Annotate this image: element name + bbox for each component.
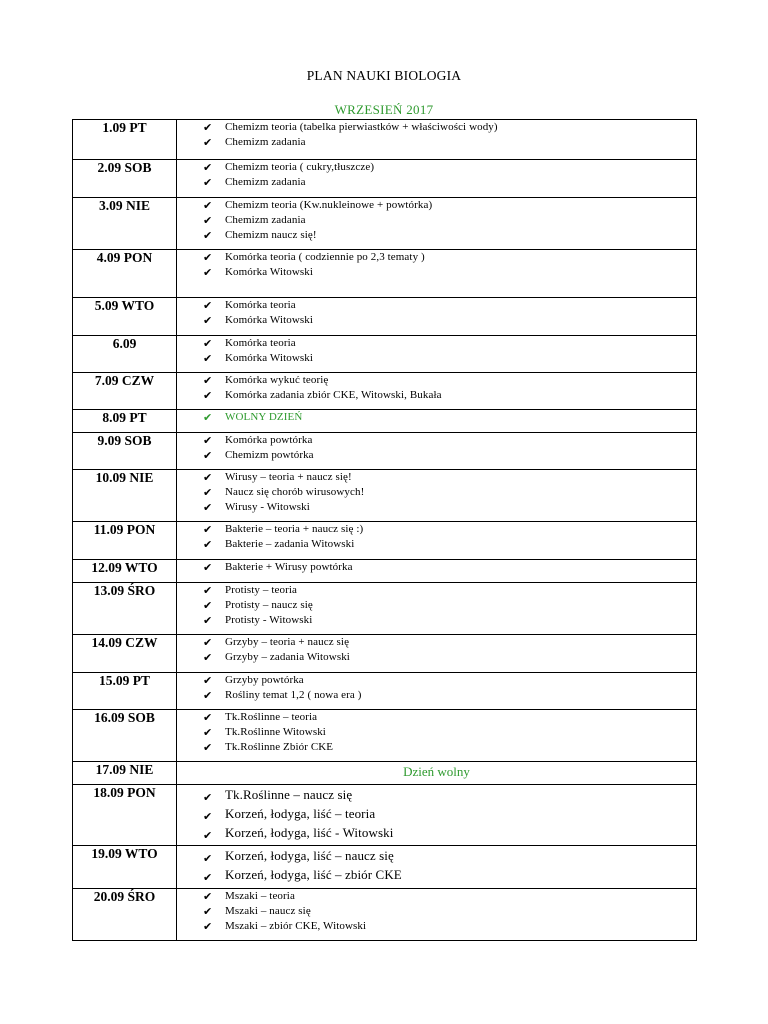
task-label: Komórka Witowski xyxy=(225,352,314,364)
task-label: Komórka zadania zbiór CKE, Witowski, Bukała xyxy=(225,389,442,401)
table-row xyxy=(73,198,697,250)
table-row xyxy=(73,560,697,583)
check-icon: ✔ xyxy=(203,389,213,402)
day-cell: 3.09 NIE xyxy=(73,198,177,250)
month-heading: WRZESIEŃ 2017 xyxy=(334,102,434,117)
tasks-cell xyxy=(177,373,697,410)
check-icon: ✔ xyxy=(203,711,213,724)
task-item xyxy=(203,919,696,934)
check-icon: ✔ xyxy=(203,689,213,702)
check-icon: ✔ xyxy=(203,829,213,842)
task-label: Chemizm teoria (tabelka pierwiastków + właściwości wody) xyxy=(225,121,498,133)
day-cell: 7.09 CZW xyxy=(73,373,177,410)
day-cell: 2.09 SOB xyxy=(73,160,177,198)
day-cell: 13.09 ŚRO xyxy=(73,583,177,635)
table-row xyxy=(73,298,697,336)
day-cell: 16.09 SOB xyxy=(73,710,177,762)
check-icon: ✔ xyxy=(203,251,213,264)
task-label: Protisty – teoria xyxy=(225,584,297,596)
task-item xyxy=(203,175,696,190)
task-item xyxy=(203,650,696,665)
task-label: Wirusy – teoria + naucz się! xyxy=(225,471,352,483)
task-item xyxy=(203,135,696,150)
tasks-cell xyxy=(177,410,697,433)
check-icon: ✔ xyxy=(203,599,213,612)
day-cell: 9.09 SOB xyxy=(73,433,177,470)
day-cell: 18.09 PON xyxy=(73,785,177,846)
tasks-cell xyxy=(177,120,697,160)
check-icon: ✔ xyxy=(203,538,213,551)
table-row xyxy=(73,250,697,298)
task-item xyxy=(203,336,696,351)
check-icon: ✔ xyxy=(203,871,213,884)
table-row xyxy=(73,635,697,673)
check-icon: ✔ xyxy=(203,299,213,312)
check-icon: ✔ xyxy=(203,434,213,447)
check-icon: ✔ xyxy=(203,651,213,664)
check-icon: ✔ xyxy=(203,352,213,365)
task-label: Mszaki – naucz się xyxy=(225,905,311,917)
task-item xyxy=(203,522,696,537)
task-item xyxy=(203,228,696,243)
task-label: Chemizm naucz się! xyxy=(225,229,317,241)
table-row xyxy=(73,889,697,941)
task-item xyxy=(203,120,696,135)
task-item xyxy=(203,673,696,688)
task-item xyxy=(203,313,696,328)
task-item xyxy=(203,388,696,403)
check-icon: ✔ xyxy=(203,471,213,484)
task-item xyxy=(203,433,696,448)
task-item xyxy=(203,598,696,613)
day-cell: 8.09 PT xyxy=(73,410,177,433)
task-label: Komórka teoria ( codziennie po 2,3 tematy ) xyxy=(225,251,425,263)
task-label: WOLNY DZIEŃ xyxy=(225,411,303,423)
tasks-cell xyxy=(177,583,697,635)
day-cell: 4.09 PON xyxy=(73,250,177,298)
document-title: PLAN NAUKI BIOLOGIA xyxy=(306,68,462,83)
day-cell: 17.09 NIE xyxy=(73,762,177,785)
task-label: Grzyby – zadania Witowski xyxy=(225,651,350,663)
task-item xyxy=(203,213,696,228)
check-icon: ✔ xyxy=(203,449,213,462)
task-list xyxy=(177,522,696,552)
task-label: Chemizm teoria (Kw.nukleinowe + powtórka) xyxy=(225,199,433,211)
task-list xyxy=(177,433,696,463)
check-icon: ✔ xyxy=(203,411,213,424)
task-item xyxy=(203,804,696,823)
task-list xyxy=(177,250,696,280)
task-label: Komórka powtórka xyxy=(225,434,313,446)
check-icon: ✔ xyxy=(203,905,213,918)
task-item xyxy=(203,485,696,500)
check-icon: ✔ xyxy=(203,614,213,627)
task-label: Komórka teoria xyxy=(225,299,296,311)
check-icon: ✔ xyxy=(203,229,213,242)
check-icon: ✔ xyxy=(203,584,213,597)
check-icon: ✔ xyxy=(203,266,213,279)
check-icon: ✔ xyxy=(203,890,213,903)
tasks-cell xyxy=(177,250,697,298)
task-item xyxy=(203,560,696,575)
check-icon: ✔ xyxy=(203,161,213,174)
task-item xyxy=(203,635,696,650)
task-item xyxy=(203,470,696,485)
task-label: Chemizm powtórka xyxy=(225,449,314,461)
task-item xyxy=(203,298,696,313)
task-item xyxy=(203,688,696,703)
task-label: Naucz się chorób wirusowych! xyxy=(225,486,365,498)
task-list xyxy=(177,889,696,934)
check-icon: ✔ xyxy=(203,523,213,536)
task-list xyxy=(177,198,696,243)
task-item xyxy=(203,351,696,366)
task-item xyxy=(203,583,696,598)
task-label: Komórka wykuć teorię xyxy=(225,374,329,386)
task-label: Chemizm teoria ( cukry,tłuszcze) xyxy=(225,161,375,173)
tasks-cell xyxy=(177,785,697,846)
task-list xyxy=(177,583,696,628)
day-cell: 11.09 PON xyxy=(73,522,177,560)
task-label: Tk.Roślinne Witowski xyxy=(225,726,326,738)
task-item xyxy=(203,410,696,425)
check-icon: ✔ xyxy=(203,501,213,514)
task-item xyxy=(203,265,696,280)
task-label: Korzeń, łodyga, liść – teoria xyxy=(225,806,376,821)
tasks-cell xyxy=(177,470,697,522)
table-row xyxy=(73,710,697,762)
tasks-cell xyxy=(177,560,697,583)
day-cell: 20.09 ŚRO xyxy=(73,889,177,941)
task-item xyxy=(203,160,696,175)
task-list xyxy=(177,160,696,190)
day-cell: 15.09 PT xyxy=(73,673,177,710)
task-label: Komórka teoria xyxy=(225,337,296,349)
task-list xyxy=(177,710,696,755)
task-item xyxy=(203,537,696,552)
tasks-cell xyxy=(177,433,697,470)
table-row xyxy=(73,785,697,846)
tasks-cell xyxy=(177,635,697,673)
tasks-cell xyxy=(177,710,697,762)
task-label: Mszaki – zbiór CKE, Witowski xyxy=(225,920,367,932)
task-item xyxy=(203,889,696,904)
day-cell: 14.09 CZW xyxy=(73,635,177,673)
table-row xyxy=(73,583,697,635)
task-label: Chemizm zadania xyxy=(225,214,306,226)
task-label: Bakterie – teoria + naucz się :) xyxy=(225,523,364,535)
task-list xyxy=(177,846,696,884)
table-row xyxy=(73,522,697,560)
task-list xyxy=(177,410,696,425)
check-icon: ✔ xyxy=(203,920,213,933)
tasks-cell xyxy=(177,673,697,710)
task-label: Korzeń, łodyga, liść – zbiór CKE xyxy=(225,867,402,882)
tasks-cell xyxy=(177,336,697,373)
task-label: Tk.Roślinne – naucz się xyxy=(225,787,353,802)
task-item xyxy=(203,725,696,740)
task-label: Mszaki – teoria xyxy=(225,890,295,902)
task-label: Bakterie + Wirusy powtórka xyxy=(225,561,353,573)
table-row xyxy=(73,160,697,198)
tasks-cell xyxy=(177,160,697,198)
study-plan-table xyxy=(72,119,697,941)
day-cell: 12.09 WTO xyxy=(73,560,177,583)
tasks-cell xyxy=(177,889,697,941)
check-icon: ✔ xyxy=(203,674,213,687)
task-label: Wirusy - Witowski xyxy=(225,501,310,513)
tasks-cell xyxy=(177,762,697,785)
check-icon: ✔ xyxy=(203,636,213,649)
check-icon: ✔ xyxy=(203,852,213,865)
task-list xyxy=(177,298,696,328)
table-row xyxy=(73,433,697,470)
task-item xyxy=(203,823,696,842)
check-icon: ✔ xyxy=(203,561,213,574)
check-icon: ✔ xyxy=(203,121,213,134)
check-icon: ✔ xyxy=(203,199,213,212)
task-label: Korzeń, łodyga, liść – naucz się xyxy=(225,848,394,863)
task-label: Protisty - Witowski xyxy=(225,614,313,626)
task-list xyxy=(177,673,696,703)
tasks-cell xyxy=(177,522,697,560)
check-icon: ✔ xyxy=(203,741,213,754)
task-label: Grzyby – teoria + naucz się xyxy=(225,636,350,648)
task-label: Tk.Roślinne Zbiór CKE xyxy=(225,741,334,753)
task-label: Tk.Roślinne – teoria xyxy=(225,711,318,723)
task-item xyxy=(203,740,696,755)
task-label: Rośliny temat 1,2 ( nowa era ) xyxy=(225,689,362,701)
task-label: Protisty – naucz się xyxy=(225,599,313,611)
table-row xyxy=(73,373,697,410)
day-cell: 10.09 NIE xyxy=(73,470,177,522)
task-label: Komórka Witowski xyxy=(225,266,314,278)
task-item xyxy=(203,250,696,265)
task-item xyxy=(203,846,696,865)
task-item xyxy=(203,448,696,463)
task-item xyxy=(203,865,696,884)
tasks-cell xyxy=(177,198,697,250)
check-icon: ✔ xyxy=(203,374,213,387)
day-cell: 19.09 WTO xyxy=(73,846,177,889)
study-plan-body xyxy=(73,120,697,941)
task-item xyxy=(203,373,696,388)
task-label: Chemizm zadania xyxy=(225,176,306,188)
task-item xyxy=(203,500,696,515)
day-cell: 6.09 xyxy=(73,336,177,373)
check-icon: ✔ xyxy=(203,337,213,350)
check-icon: ✔ xyxy=(203,486,213,499)
task-list xyxy=(177,120,696,150)
check-icon: ✔ xyxy=(203,176,213,189)
table-row xyxy=(73,410,697,433)
task-list xyxy=(177,373,696,403)
table-row xyxy=(73,336,697,373)
task-list xyxy=(177,470,696,515)
check-icon: ✔ xyxy=(203,810,213,823)
task-list xyxy=(177,635,696,665)
table-row xyxy=(73,673,697,710)
task-list xyxy=(177,560,696,575)
table-row xyxy=(73,846,697,889)
task-label: Grzyby powtórka xyxy=(225,674,304,686)
task-label: Komórka Witowski xyxy=(225,314,314,326)
table-row xyxy=(73,470,697,522)
task-list xyxy=(177,336,696,366)
day-cell: 1.09 PT xyxy=(73,120,177,160)
task-label: Bakterie – zadania Witowski xyxy=(225,538,355,550)
check-icon: ✔ xyxy=(203,314,213,327)
task-item xyxy=(203,613,696,628)
check-icon: ✔ xyxy=(203,726,213,739)
table-row xyxy=(73,762,697,785)
task-list xyxy=(177,785,696,842)
task-item xyxy=(203,785,696,804)
task-label: Chemizm zadania xyxy=(225,136,306,148)
task-label: Korzeń, łodyga, liść - Witowski xyxy=(225,825,394,840)
check-icon: ✔ xyxy=(203,136,213,149)
task-item xyxy=(203,198,696,213)
table-row xyxy=(73,120,697,160)
day-cell: 5.09 WTO xyxy=(73,298,177,336)
task-item xyxy=(203,904,696,919)
free-day-note: Dzień wolny xyxy=(403,764,470,779)
task-item xyxy=(203,710,696,725)
tasks-cell xyxy=(177,846,697,889)
check-icon: ✔ xyxy=(203,791,213,804)
check-icon: ✔ xyxy=(203,214,213,227)
tasks-cell xyxy=(177,298,697,336)
